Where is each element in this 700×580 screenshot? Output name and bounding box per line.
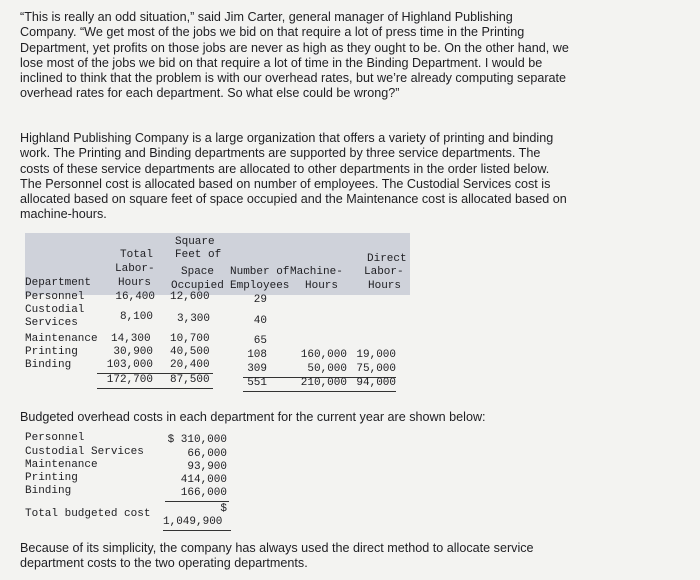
method-paragraph: Because of its simplicity, the company has always used the direct method to allocate service department costs to the two operating departments. bbox=[20, 541, 534, 571]
header-direct-1: Direct bbox=[367, 253, 407, 265]
cost-total-rule-bottom bbox=[163, 530, 231, 531]
row-binding-machine: 50,000 bbox=[307, 363, 347, 375]
row-maintenance-sqft: 10,700 bbox=[170, 333, 210, 345]
header-labor-1: Total bbox=[120, 249, 154, 261]
header-direct-3: Hours bbox=[368, 280, 402, 292]
cost-row-value: 166,000 bbox=[180, 487, 227, 499]
total-labor: 172,700 bbox=[106, 374, 153, 386]
row-personnel-employees: 29 bbox=[253, 294, 267, 306]
row-personnel-labor: 16,400 bbox=[115, 291, 155, 303]
cost-row-value: 414,000 bbox=[180, 474, 227, 486]
row-binding-direct: 75,000 bbox=[356, 363, 396, 375]
header-employees-2: Employees bbox=[230, 280, 290, 292]
header-machine-2: Hours bbox=[305, 280, 339, 292]
row-personnel-name: Personnel bbox=[25, 291, 85, 303]
header-direct-2: Labor- bbox=[364, 266, 404, 278]
row-custodial-name-2: Services bbox=[25, 317, 78, 329]
row-printing-employees: 108 bbox=[247, 349, 267, 361]
total-rule-bottom-left bbox=[97, 388, 213, 389]
total-sqft: 87,500 bbox=[170, 374, 210, 386]
row-binding-employees: 309 bbox=[247, 363, 267, 375]
total-machine: 210,000 bbox=[300, 377, 347, 389]
total-employees: 551 bbox=[247, 377, 267, 389]
cost-row-label: Maintenance bbox=[25, 459, 98, 471]
cost-total-label: Total budgeted cost bbox=[25, 508, 151, 520]
row-printing-name: Printing bbox=[25, 346, 78, 358]
row-maintenance-name: Maintenance bbox=[25, 333, 98, 345]
cost-row-label: Printing bbox=[25, 472, 78, 484]
row-printing-labor: 30,900 bbox=[113, 346, 153, 358]
cost-total-currency: $ bbox=[220, 503, 227, 515]
header-labor-2: Labor- bbox=[115, 263, 155, 275]
row-maintenance-employees: 65 bbox=[253, 335, 267, 347]
row-maintenance-labor: 14,300 bbox=[111, 333, 151, 345]
budgeted-cost-table bbox=[25, 430, 245, 530]
cost-row-label: Custodial Services bbox=[25, 446, 144, 458]
row-binding-labor: 103,000 bbox=[106, 359, 153, 371]
header-employees-1: Number of bbox=[230, 266, 290, 278]
header-department: Department bbox=[25, 277, 92, 289]
department-data-table bbox=[25, 233, 410, 393]
row-printing-sqft: 40,500 bbox=[170, 346, 210, 358]
header-sqft-2: Feet of bbox=[175, 249, 222, 261]
total-rule-bottom-right bbox=[243, 391, 396, 392]
row-custodial-labor: 8,100 bbox=[119, 311, 153, 323]
cost-row-value: 93,900 bbox=[187, 461, 227, 473]
row-personnel-sqft: 12,600 bbox=[170, 291, 210, 303]
row-printing-machine: 160,000 bbox=[300, 349, 347, 361]
header-sqft-1: Square bbox=[175, 236, 215, 248]
row-binding-sqft: 20,400 bbox=[170, 359, 210, 371]
cost-row-value: $ 310,000 bbox=[167, 434, 227, 446]
header-sqft-4: Occupied bbox=[171, 280, 224, 292]
row-printing-direct: 19,000 bbox=[356, 349, 396, 361]
cost-row-value: 66,000 bbox=[187, 448, 227, 460]
row-custodial-sqft: 3,300 bbox=[177, 313, 211, 325]
cost-row-label: Binding bbox=[25, 485, 72, 497]
company-paragraph: Highland Publishing Company is a large organization that offers a variety of printing and binding work. The Printing and Binding departments are supported by three service departments. The costs of these service departments are allocated to other departments in the order listed below. The Personnel cost is allocated based on number of employees. The Custodial Services cost is allocated based on square feet of space occupied and the Maintenance cost is allocated based on machine-hours. bbox=[20, 131, 567, 222]
row-binding-name: Binding bbox=[25, 359, 72, 371]
row-custodial-name-1: Custodial bbox=[25, 304, 85, 316]
cost-total-value: 1,049,900 bbox=[163, 516, 223, 528]
header-sqft-3: Space bbox=[181, 266, 215, 278]
cost-total-rule-top bbox=[165, 501, 229, 502]
intro-paragraph: “This is really an odd situation,” said Jim Carter, general manager of Highland Publishing Company. “We get most of the jobs we bid on that require a lot of press time in the Printing Department, yet profits on those jobs are never as high as they ought to be. On the other hand, we lose most of the jobs we bid on that require a lot of time in the Binding Department. I would be inclined to think that the problem is with our overhead rates, but we’re already computing separate overhead rates for each department. So what else could be wrong?” bbox=[20, 10, 569, 101]
budgeted-paragraph: Budgeted overhead costs in each department for the current year are shown below: bbox=[20, 410, 486, 424]
total-direct: 94,000 bbox=[356, 377, 396, 389]
row-custodial-employees: 40 bbox=[253, 315, 267, 327]
cost-row-label: Personnel bbox=[25, 432, 85, 444]
header-machine-1: Machine- bbox=[290, 266, 343, 278]
header-labor-3: Hours bbox=[118, 277, 152, 289]
